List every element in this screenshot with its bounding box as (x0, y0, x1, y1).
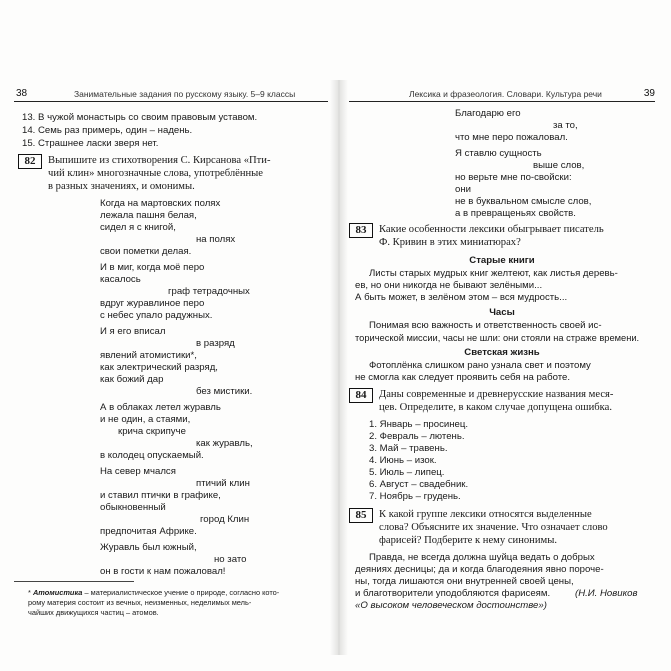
poem-line: как божий дар (100, 374, 164, 385)
miniature-line: ев, но они никогда не бывают зелёными... (355, 280, 543, 291)
footnote-text: – материалистическое учение о природе, согласно кото- (84, 588, 280, 597)
task-number-box: 83 (349, 223, 373, 238)
miniature-title: Светская жизнь (464, 347, 540, 358)
right-page (347, 88, 657, 648)
task-number-box: 82 (18, 154, 42, 169)
poem-line: а в превращеньях свойств. (455, 208, 576, 219)
poem-line: как журавль, (196, 438, 253, 449)
book-gutter (330, 80, 348, 655)
month-item: 6. Август – свадебник. (369, 479, 469, 490)
page-number: 39 (643, 88, 655, 99)
month-item: 3. Май – травень. (369, 443, 448, 454)
poem-line: граф тетрадочных (168, 286, 250, 297)
poem-line: как электрический разряд, (100, 362, 218, 373)
poem-line: и не один, а стаями, (100, 414, 191, 425)
poem-line: и ставил птички в графике, (100, 490, 221, 501)
proverb-line: 13. В чужой монастырь со своим правовым уставом. (22, 112, 258, 123)
left-running-head (14, 88, 330, 102)
poem-line: город Клин (200, 514, 250, 525)
poem-line: они (455, 184, 471, 195)
quote-line: деяниях десницы; да и когда благодеяния явно пороче- (355, 564, 604, 575)
footnote-term: Атомистика (32, 588, 83, 597)
poem-line: Я ставлю сущность (455, 148, 542, 159)
poem-line: что мне перо пожаловал. (455, 132, 568, 143)
miniature-line: А быть может, в зелёном этом – вся мудрость... (355, 292, 568, 303)
miniature-title: Старые книги (469, 255, 535, 266)
poem-line: птичий клин (196, 478, 250, 489)
quote-line: ны, тогда лишаются они внутренней своей цены, (355, 576, 574, 587)
poem-line: сидел я с книгой, (100, 222, 176, 233)
poem-line: вдруг журавлиное перо (100, 298, 205, 309)
poem-line: И я его вписал (100, 326, 166, 337)
task-number-box: 84 (349, 388, 373, 403)
header-rule (349, 101, 655, 102)
proverb-line: 15. Страшнее ласки зверя нет. (22, 138, 159, 149)
task-text: фарисей? Подберите к нему синонимы. (379, 535, 557, 546)
task-text: Даны современные и древнерусские названия меся- (379, 389, 614, 400)
proverb-line: 14. Семь раз примерь, один – надень. (22, 125, 193, 136)
month-item: 7. Ноябрь – грудень. (369, 491, 461, 502)
poem-line: А в облаках летел журавль (100, 402, 221, 413)
task-text: Выпишите из стихотворения С. Кирсанова «Пти- (48, 155, 271, 166)
miniature-line: не смогла как следует проявить себя на работе. (355, 372, 571, 383)
task-text: Какие особенности лексики обыгрывает писатель (379, 224, 604, 235)
footnote-line: * Атомистика – материалистическое учение о природе, согласно кото- (28, 588, 280, 597)
left-page (14, 88, 330, 648)
poem-line: свои пометки делая. (100, 246, 192, 257)
miniature-line: Листы старых мудрых книг желтеют, как листья деревь- (369, 268, 618, 279)
month-item: 4. Июнь – изок. (369, 455, 437, 466)
poem-line: он в гости к нам пожаловал! (100, 566, 226, 577)
poem-line: крича скрипуче (118, 426, 186, 437)
miniature-title: Часы (489, 307, 515, 318)
month-item: 5. Июль – липец. (369, 467, 445, 478)
poem-line: предпочитая Африке. (100, 526, 197, 537)
task-number-box: 85 (349, 508, 373, 523)
month-item: 1. Январь – просинец. (369, 419, 469, 430)
running-title: Лексика и фразеология. Словари. Культура речи (409, 89, 602, 99)
task-text: чий клин» многозначные слова, употреблённые (48, 168, 263, 179)
poem-line: И в миг, когда моё перо (100, 262, 205, 273)
poem-line: в разряд (196, 338, 235, 349)
page-number: 38 (16, 88, 28, 99)
poem-line: Журавль был южный, (100, 542, 197, 553)
poem-line: На север мчался (100, 466, 176, 477)
poem-line: без мистики. (196, 386, 253, 397)
quote-line: Правда, не всегда должна шуйца ведать о добрых (369, 552, 595, 563)
footnote-line: рому материя состоит из вечных, неизменных, неделимых мель- (28, 598, 252, 607)
poem-line: с небес упало радужных. (100, 310, 213, 321)
poem-line: но верьте мне по-свойски: (455, 172, 572, 183)
month-item: 2. Февраль – лютень. (369, 431, 465, 442)
running-title: Занимательные задания по русскому языку. 5–9 классы (74, 89, 296, 99)
task-text: цев. Определите, в каком случае допущена ошибка. (379, 402, 612, 413)
quote-attribution: (Н.И. Новиков (575, 588, 638, 599)
footnote-rule (14, 581, 134, 582)
quote-line: и благотворители уподобляются фарисеям. (355, 588, 551, 599)
task-text: в разных значениях, и омонимы. (48, 181, 195, 192)
poem-line: Когда на мартовских полях (100, 198, 221, 209)
quote-source: «О высоком человеческом достоинстве») (355, 600, 547, 611)
poem-line: в колодец опускаемый. (100, 450, 204, 461)
poem-line: лежала пашня белая, (100, 210, 197, 221)
header-rule (14, 101, 328, 102)
task-text: Ф. Кривин в этих миниатюрах? (379, 237, 521, 248)
miniature-line: Понимая всю важность и ответственность своей ис- (369, 320, 602, 331)
poem-line: касалось (100, 274, 141, 285)
miniature-line: торической миссии, часы не шли: они стояли на страже времени. (355, 333, 640, 343)
task-text: К какой группе лексики относятся выделенные (379, 509, 592, 520)
task-text: слова? Объясните их значение. Что означает слово (379, 522, 608, 533)
poem-line: Благодарю его (455, 108, 521, 119)
poem-line: не в буквальном смысле слов, (455, 196, 592, 207)
poem-line: явлений атомистики*, (100, 350, 197, 361)
poem-line: обыкновенный (100, 502, 166, 513)
poem-line: выше слов, (533, 160, 585, 171)
right-running-head (347, 88, 657, 102)
poem-line: на полях (196, 234, 236, 245)
poem-line: за то, (553, 120, 578, 131)
poem-line: но зато (214, 554, 247, 565)
footnote-line: чайших движущихся частиц – атомов. (28, 608, 159, 617)
miniature-line: Фотоплёнка слишком рано узнала свет и поэтому (369, 360, 591, 371)
